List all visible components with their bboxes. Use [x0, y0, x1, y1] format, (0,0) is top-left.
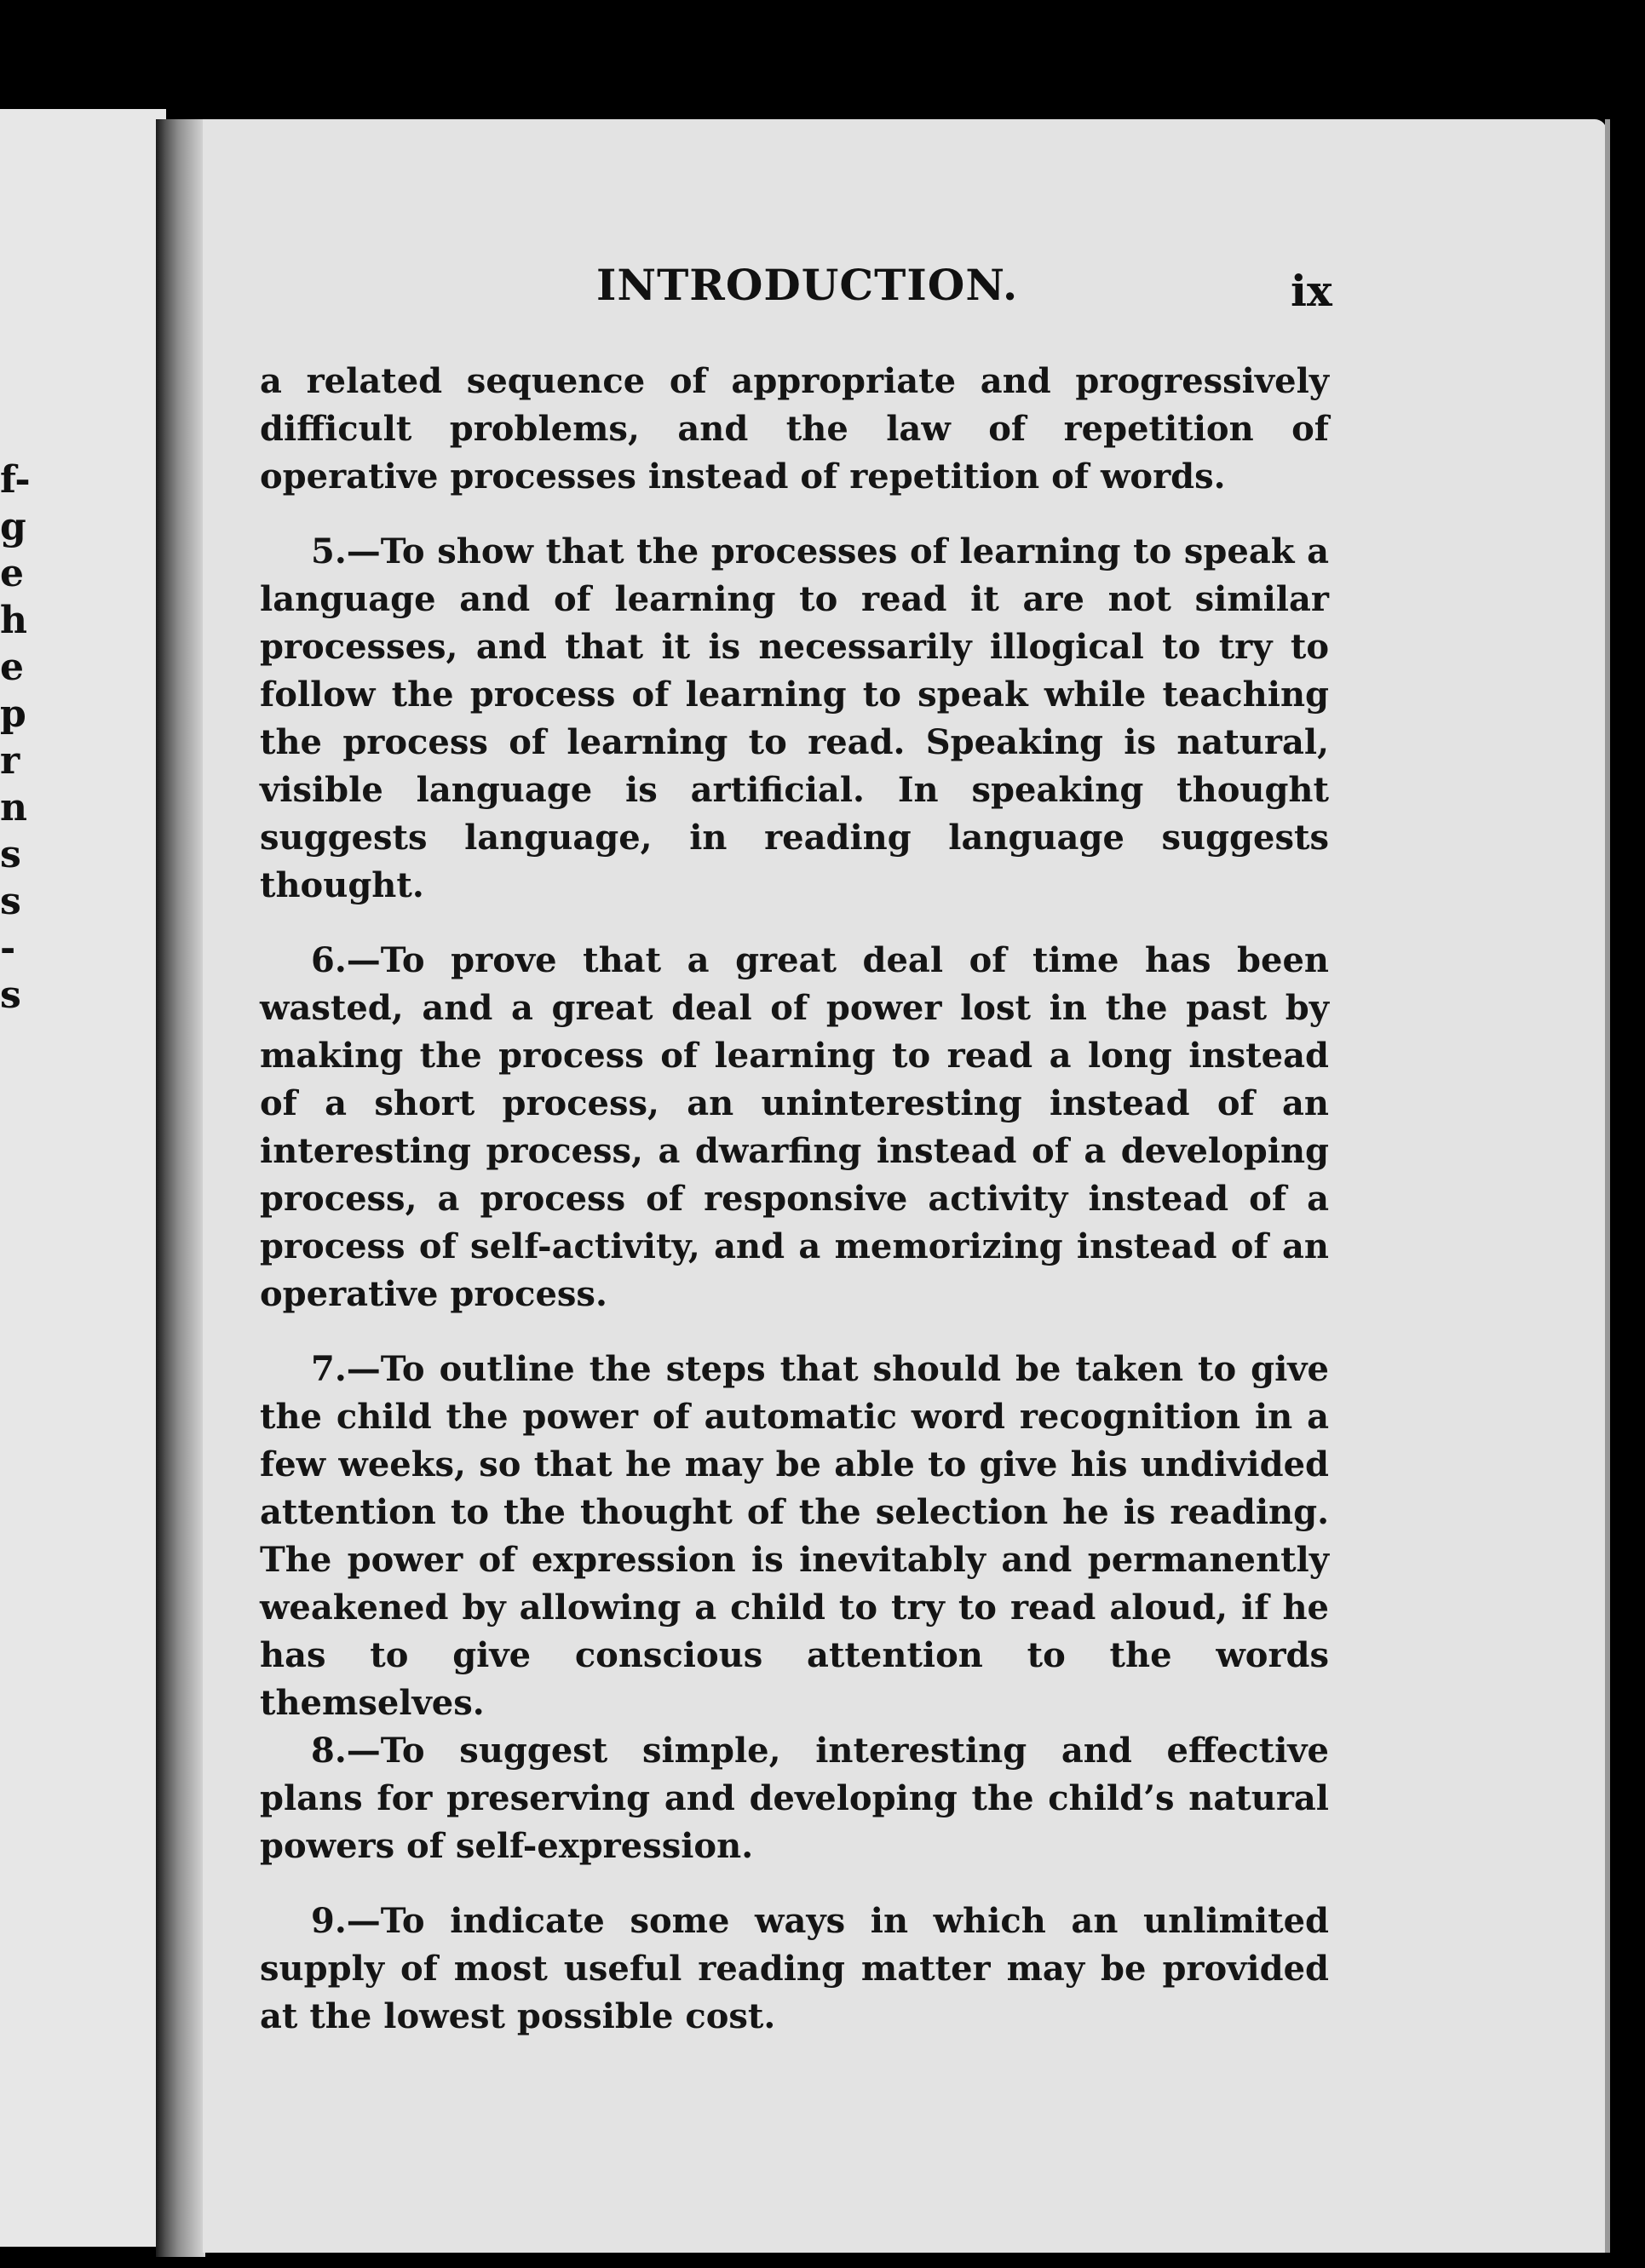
left-fragment: g	[0, 505, 26, 548]
left-fragment: n	[0, 786, 27, 830]
book-gutter	[156, 119, 205, 2257]
left-fragment: p	[0, 692, 26, 736]
paragraph-item-8: 8.—To suggest simple, interesting and effective plans for preserving and developing the child’s natural powers of self-expression.	[260, 1731, 1329, 1866]
left-fragment: s	[0, 880, 21, 923]
paragraph-item-7: 7.—To outline the steps that should be taken to give the child the power of automatic word recognition in a few weeks, so that he may be able to give his undivided attention to the thought of the selection he is reading. The power of expression is inevitably and permanently weakened by allowing a child to try to read aloud, if he has to give conscious attention to the words themselves.	[260, 1349, 1329, 1723]
left-fragment: e	[0, 552, 24, 595]
running-head: INTRODUCTION.	[596, 260, 1019, 310]
page-edge-shadow	[1605, 119, 1610, 2253]
body-text	[260, 358, 1329, 2041]
page-number: ix	[1291, 266, 1332, 316]
paragraph-item-5: 5.—To show that the processes of learning to speak a language and of learning to read it are not similar processes, and that it is necessarily illogical to try to follow the process of learning to speak while teaching the process of learning to read. Speaking is natural, visible language is artificial. In speaking thought suggests language, in reading language suggests thought.	[260, 531, 1329, 905]
paragraph-continuation: a related sequence of appropriate and progressively difficult problems, and the law of repetition of operative processes instead of repetition of words.	[260, 361, 1329, 497]
left-fragment: f-	[0, 458, 31, 502]
paragraph-item-9: 9.—To indicate some ways in which an unlimited supply of most useful reading matter may be provided at the lowest possible cost.	[260, 1901, 1329, 2036]
left-fragment: e	[0, 646, 24, 689]
left-page-edge	[0, 109, 166, 2247]
left-fragment: s	[0, 973, 21, 1017]
paragraph-item-6: 6.—To prove that a great deal of time has been wasted, and a great deal of power lost in the past by making the process of learning to read a long instead of a short process, an uninteresting instead of an interesting process, a dwarfing instead of a developing process, a process of responsive activity instead of a process of self-activity, and a memorizing instead of an operative process.	[260, 940, 1329, 1314]
left-fragment: r	[0, 739, 20, 783]
left-fragment: s	[0, 833, 21, 876]
left-fragment: h	[0, 599, 27, 642]
left-fragment: -	[0, 927, 16, 970]
